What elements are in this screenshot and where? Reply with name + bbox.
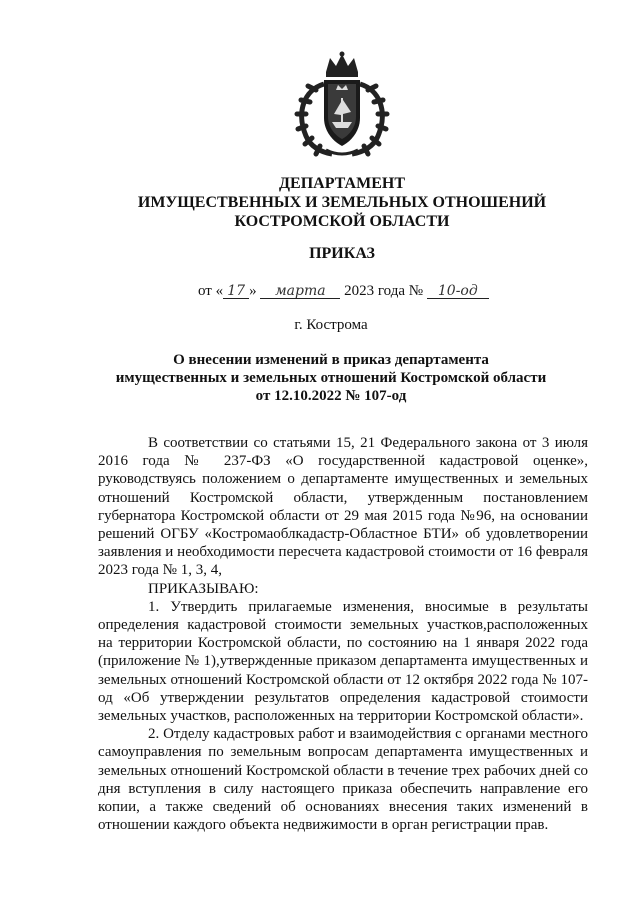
department-title-line3: КОСТРОМСКОЙ ОБЛАСТИ [234,213,450,230]
coat-of-arms-emblem [286,50,398,160]
subject-line3: от 12.10.2022 № 107-од [255,388,407,404]
order-date-line [198,282,489,300]
order-item-1: 1. Утвердить прилагаемые изменения, вносимые в результаты определения кадастровой стоимости земельных участков,расположенных на территории Костромской области, по состоянию на 1 января 2022 года (приложение № 1),утвержденные приказом департамента имущественных и земельных отношений Костромской области от 12 октября 2022 года № 107-од «Об утверждении результатов определения кадастровой стоимости земельных участков, расположенных на территории Костромской области». [98,598,588,725]
handwritten-month: марта [260,282,340,299]
order-title: ПРИКАЗ [309,245,375,262]
department-title-line2: ИМУЩЕСТВЕННЫХ И ЗЕМЕЛЬНЫХ ОТНОШЕНИЙ [137,194,547,211]
date-quote-close: » [249,283,257,299]
subject-line2: имущественных и земельных отношений Костромской области [115,370,547,386]
handwritten-order-number: 10-од [427,282,489,299]
order-body [98,434,588,834]
date-year: 2023 года № [344,283,424,299]
order-word: ПРИКАЗЫВАЮ: [148,580,259,597]
city-name: г. Кострома [294,317,368,333]
preamble-paragraph: В соответствии со статьями 15, 21 Федерального закона от 3 июля 2016 года № 237-ФЗ «О государственной кадастровой оценке», руководствуясь положением о департаменте имущественных и земельных отношений Костромской области, утвержденным постановлением губернатора Костромской области от 29 мая 2015 года №96, на основании решений ОГБУ «Костромаоблкадастр-Областное БТИ» об удовлетворении заявления и необходимости пересчета кадастровой стоимости от 16 февраля 2023 года № 1, 3, 4, [98,435,588,579]
department-title-line1: ДЕПАРТАМЕНТ [279,175,405,192]
date-prefix: от « [198,283,224,299]
subject-line1: О внесении изменений в приказ департамента [173,352,489,368]
order-item-2: 2. Отделу кадастровых работ и взаимодействия с органами местного самоуправления по земельным вопросам департамента имущественных и земельных отношений Костромской области в течение трех рабочих дней со дня вступления в силу настоящего приказа обеспечить направление его копии, а также сведений об основаниях внесения таких изменений в отношении каждого объекта недвижимости в орган регистрации прав. [98,726,588,834]
handwritten-day: 17 [223,282,249,299]
